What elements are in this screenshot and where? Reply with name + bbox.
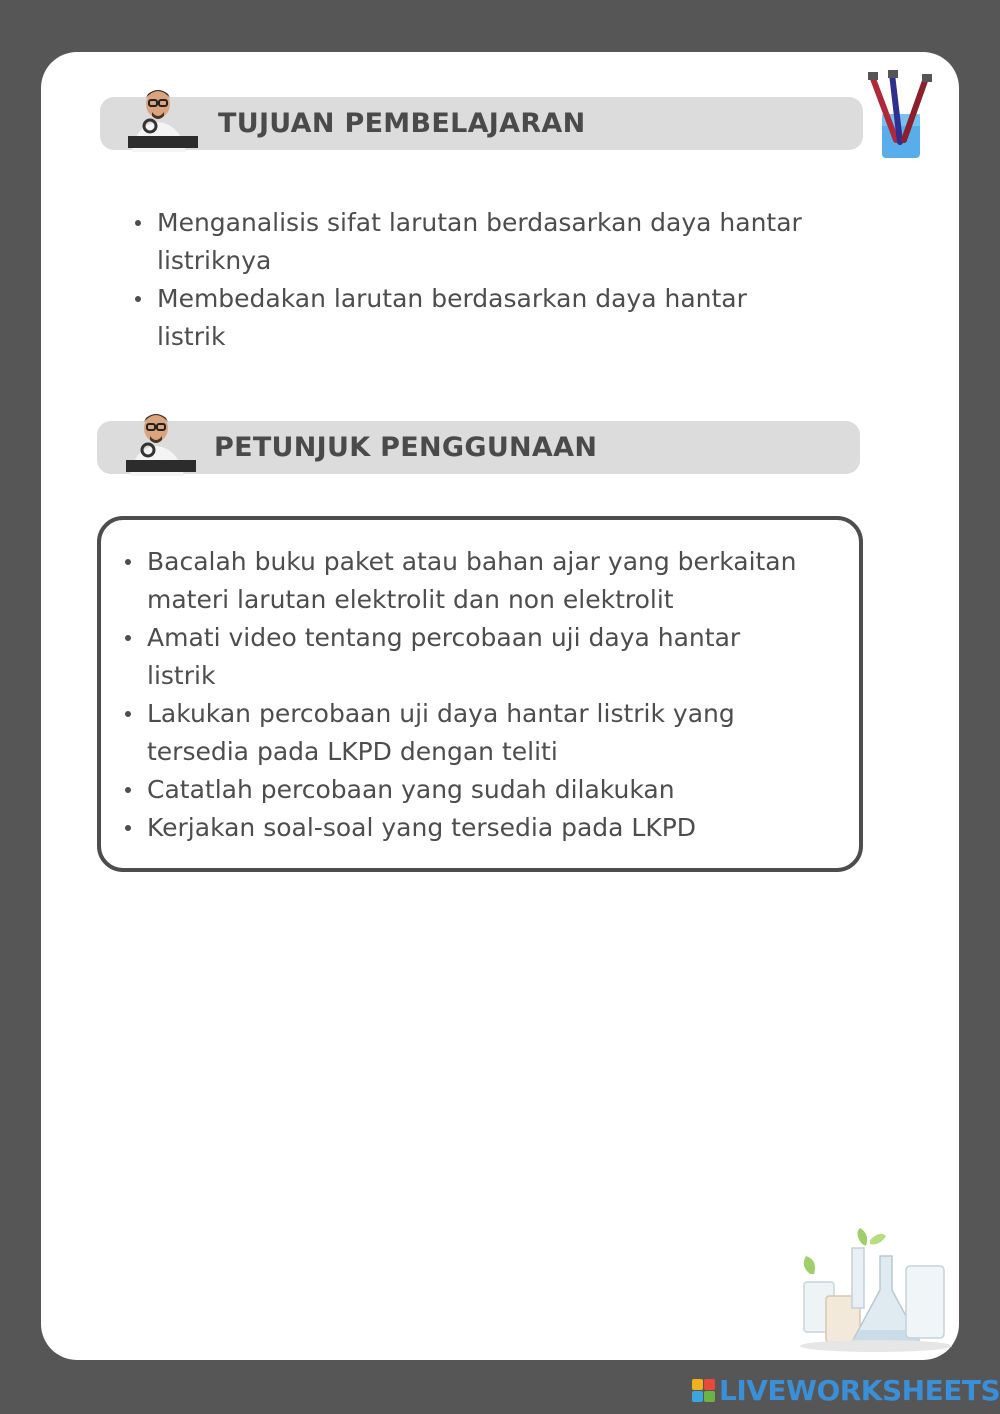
bullet-dot — [125, 787, 131, 793]
instruction-text-line2: materi larutan elektrolit dan non elektrolit — [147, 585, 674, 614]
test-tube-beaker-icon — [864, 70, 936, 162]
list-item — [123, 543, 853, 619]
bullet-dot — [135, 220, 141, 226]
objective-text-line1: Membedakan larutan berdasarkan daya hantar — [157, 284, 747, 313]
list-item — [133, 280, 853, 356]
instructions-header — [97, 421, 860, 474]
objective-text-line2: listriknya — [157, 246, 272, 275]
objectives-list — [133, 204, 853, 356]
liveworksheets-brand — [692, 1374, 1000, 1406]
bullet-dot — [135, 296, 141, 302]
reader-man-icon — [110, 86, 202, 152]
objective-text-line2: listrik — [157, 322, 226, 351]
liveworksheets-logo-icon — [692, 1379, 715, 1402]
list-item — [123, 809, 853, 847]
instruction-text-line1: Bacalah buku paket atau bahan ajar yang berkaitan — [147, 547, 797, 576]
bullet-dot — [125, 635, 131, 641]
instruction-text-line1: Catatlah percobaan yang sudah dilakukan — [147, 775, 675, 804]
objective-text-line1: Menganalisis sifat larutan berdasarkan daya hantar — [157, 208, 802, 237]
list-item — [123, 771, 853, 809]
list-item — [133, 204, 853, 280]
list-item — [123, 695, 853, 771]
bullet-dot — [125, 711, 131, 717]
list-item — [123, 619, 853, 695]
lab-glassware-icon — [796, 1226, 956, 1356]
bullet-dot — [125, 559, 131, 565]
instructions-list — [123, 543, 853, 847]
instruction-text-line2: tersedia pada LKPD dengan teliti — [147, 737, 558, 766]
instruction-text-line2: listrik — [147, 661, 216, 690]
instruction-text-line1: Lakukan percobaan uji daya hantar listrik yang — [147, 699, 735, 728]
objectives-header — [100, 97, 863, 150]
bullet-dot — [125, 825, 131, 831]
brand-name: LIVEWORKSHEETS — [719, 1373, 1000, 1407]
objectives-title: TUJUAN PEMBELAJARAN — [218, 108, 586, 139]
instruction-text-line1: Kerjakan soal-soal yang tersedia pada LKPD — [147, 813, 697, 842]
instructions-title: PETUNJUK PENGGUNAAN — [214, 432, 598, 463]
reader-man-icon — [108, 410, 200, 476]
instruction-text-line1: Amati video tentang percobaan uji daya hantar — [147, 623, 741, 652]
